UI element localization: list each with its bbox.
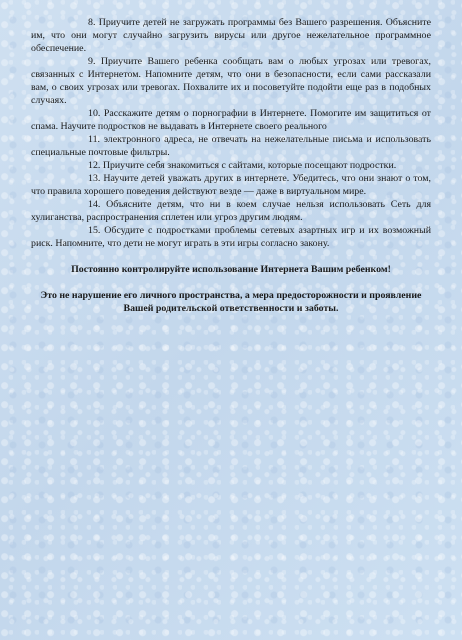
document-page bbox=[31, 16, 431, 315]
tip-item-12: 12. Приучите себя знакомиться с сайтами, которые посещают подростки. bbox=[88, 160, 397, 171]
tip-item-13: 13. Научите детей уважать других в интернете. Убедитесь, что они знают о том, что правила хорошего поведения действуют везде — даже в виртуальном мире. bbox=[31, 173, 431, 197]
tip-item-11: 11. электронного адреса, не отвечать на нежелательные письма и использовать специальные почтовые фильтры. bbox=[31, 134, 431, 158]
tip-item-10: 10. Расскажите детям о порнографии в Интернете. Помогите им защититься от спама. Научите подростков не выдавать в Интернете своего реального bbox=[31, 108, 431, 132]
tip-item-8: 8. Приучите детей не загружать программы без Вашего разрешения. Объясните им, что они могут случайно загрузить вирусы или другое нежелательное программное обеспечение. bbox=[31, 17, 431, 54]
tip-item-9: 9. Приучите Вашего ребенка сообщать вам о любых угрозах или тревогах, связанных с Интернетом. Напомните детям, что они в безопасности, если сами рассказали вам, о своих угрозах или тревогах. Похвалите их и посоветуйте подойти еще раз в подобных случаях. bbox=[31, 56, 431, 106]
tip-item-15: 15. Обсудите с подростками проблемы сетевых азартных игр и их возможный риск. Напомните, что дети не могут играть в эти игры согласно закону. bbox=[31, 225, 431, 249]
tip-item-14: 14. Объясните детям, что ни в коем случае нельзя использовать Сеть для хулиганства, распространения сплетен или угроз другим людям. bbox=[31, 199, 431, 223]
callout-control: Постоянно контролируйте использование Интернета Вашим ребенком! bbox=[71, 264, 391, 275]
callout-responsibility: Это не нарушение его личного пространства, а мера предосторожности и проявление Вашей родительской ответственности и заботы. bbox=[40, 290, 422, 314]
